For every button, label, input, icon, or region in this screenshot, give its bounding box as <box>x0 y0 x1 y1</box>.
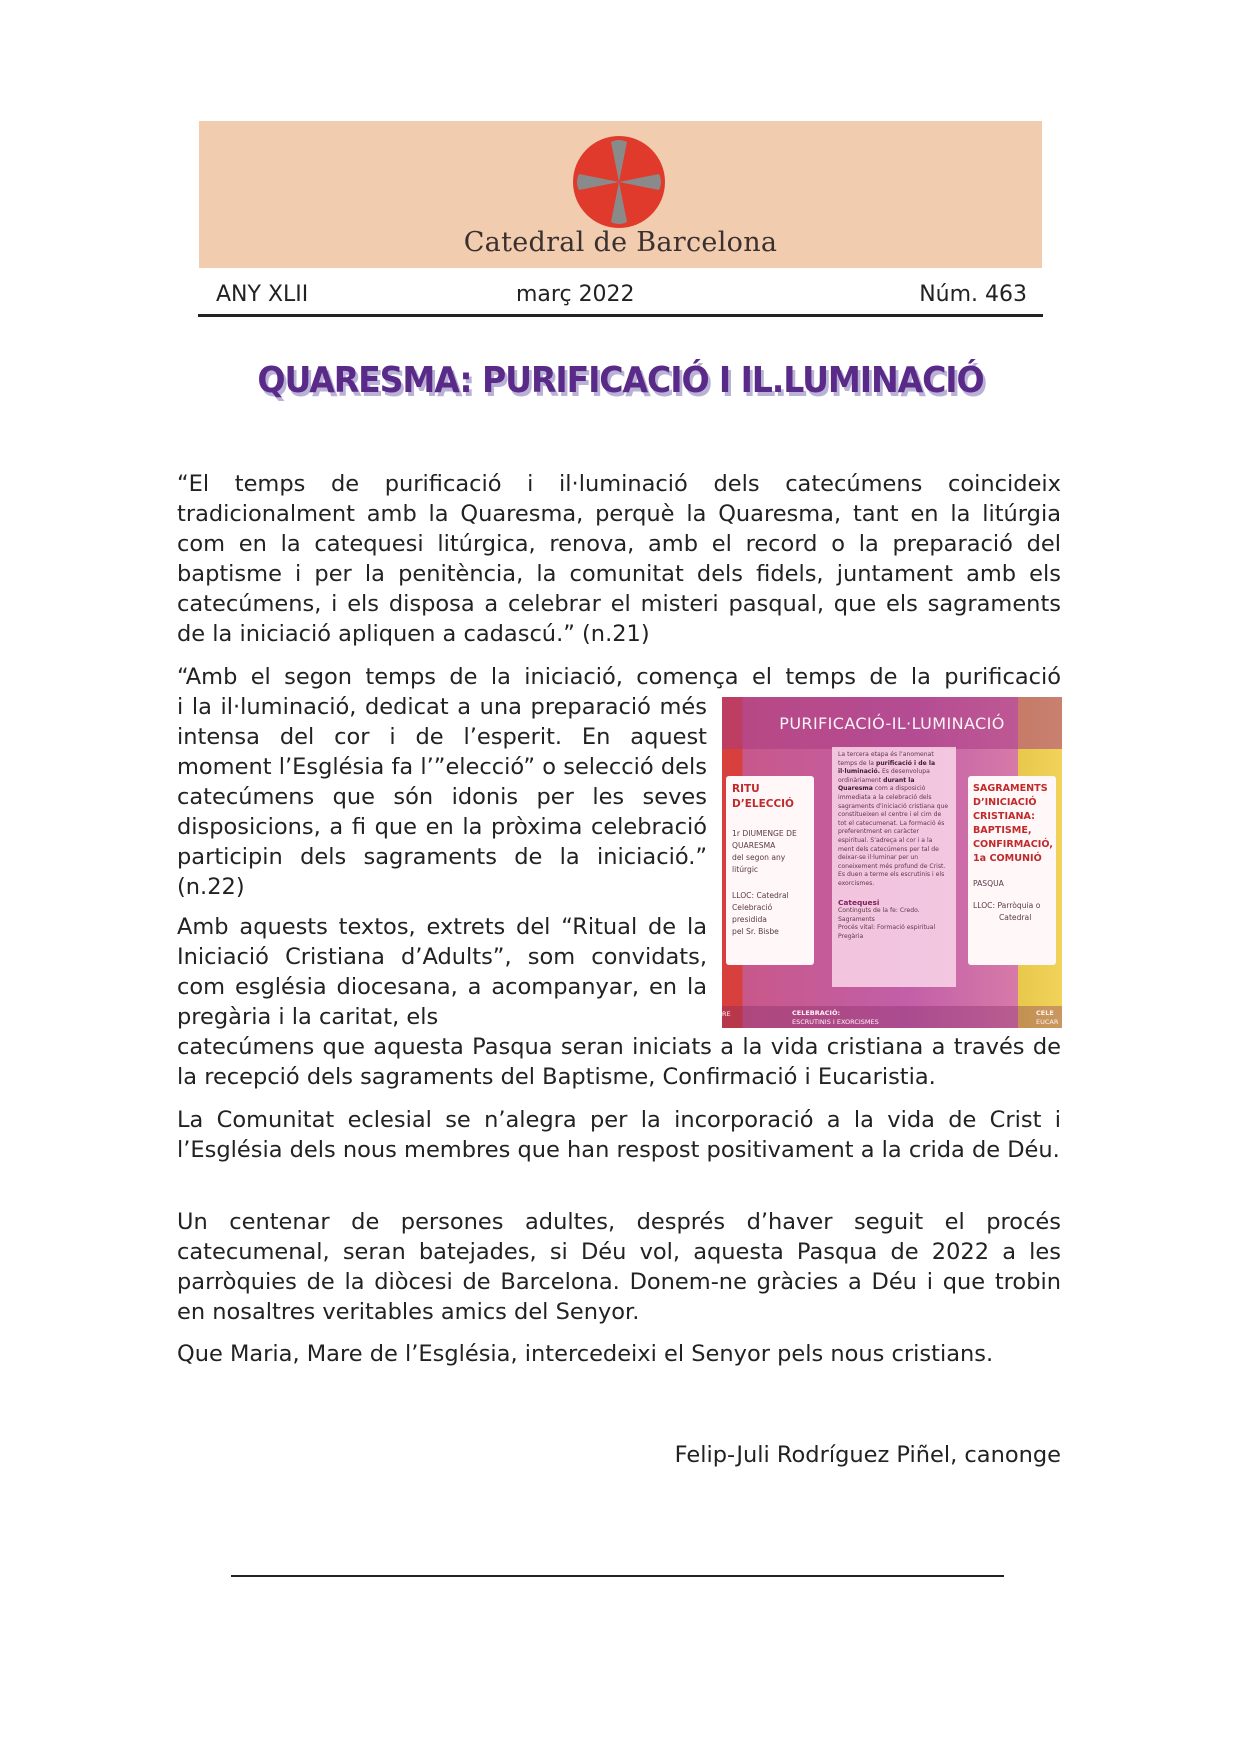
figure-title-bar <box>722 697 1062 749</box>
election-line-4: litúrgic <box>732 865 759 874</box>
election-line-6: Celebració presidida <box>732 903 773 924</box>
stage-text-3: com a disposició immediata a la celebració dels sagraments d’iniciació cristiana que constitueixen el centre i el cim de tot el catecumenat. La formació és preferentment en caràcter espiritual. S’adreça al cor i a la ment dels catecúmens per tal de deixar-se il·luminar per un coneixement més profund de Crist. Es duen a terme els escrutinis i els exorcismes. <box>838 785 949 887</box>
publication-title: Catedral de Barcelona <box>463 227 778 258</box>
sacraments-line-2: LLOC: Parròquia o <box>973 901 1041 910</box>
paragraph-3-wrapped: Amb aquests textos, extrets del “Ritual de la Iniciació Cristiana d’Adults”, som convidats, com església diocesana, a acompanyar, en la pregària i la caritat, els <box>177 914 707 1030</box>
stage-bold-1: purificació i de la il·luminació. <box>838 759 936 776</box>
footer-divider <box>231 1575 1004 1577</box>
stage-text-1: La tercera etapa és l’anomenat temps de la <box>838 751 934 767</box>
issue-year: ANY XLII <box>216 282 309 307</box>
figure-footer-right-2: EUCAR <box>1036 1018 1059 1026</box>
sacraments-heading-5: CONFIRMACIÓ, <box>973 839 1053 850</box>
election-line-3: del segon any <box>732 853 786 862</box>
catechesis-line-1: Continguts de la fe: Credo. <box>838 907 920 915</box>
paragraph-4: La Comunitat eclesial se n’alegra per la incorporació a la vida de Crist i l’Església dels nous membres que han respost positivament a la crida de Déu. <box>177 1107 1061 1163</box>
election-line-2: QUARESMA <box>732 841 776 850</box>
sacraments-heading-6: 1a COMUNIÓ <box>973 853 1042 864</box>
paragraph-2-first-line <box>177 662 1061 692</box>
figure-title: PURIFICACIÓ-IL·LUMINACIÓ <box>779 714 1005 733</box>
catechesis-line-2: Sagraments <box>838 915 875 923</box>
paragraph-1: “El temps de purificació i il·luminació dels catecúmens coincideix tradicionalment amb la Quaresma, perquè la Quaresma, tant en la litúrgia com en la catequesi litúrgica, renova, amb el record o la preparació del baptisme i per la penitència, la comunitat dels fidels, juntament amb els catecúmens, i els disposa a celebrar el misteri pasqual, que els sagraments de la iniciació apliquen a cadascú.” (n.21) <box>177 471 1061 647</box>
purification-illumination-figure <box>722 697 1062 1028</box>
election-heading-2: D’ELECCIÓ <box>732 798 794 810</box>
election-line-7: pel Sr. Bisbe <box>732 927 779 936</box>
sacraments-line-3: Catedral <box>999 913 1032 922</box>
paragraph-3-continued: catecúmens que aquesta Pasqua seran iniciats a la vida cristiana a través de la recepció dels sagraments del Baptisme, Confirmació i Eucaristia. <box>177 1034 1061 1090</box>
paragraph-2-first-line-text: “Amb el segon temps de la iniciació, comença el temps de la purificació <box>177 664 1061 690</box>
paragraph-2-wrapped: i la il·luminació, dedicat a una preparació més intensa del cor i de l’esperit. En aquest moment l’Església fa l’”elecció” o selecció dels catecúmens que són idonis per les seves disposicions, a fi que en la pròxima celebració participin dels sagraments de la iniciació.” (n.22) <box>177 694 707 900</box>
issue-date: març 2022 <box>516 282 635 307</box>
figure-footer-band <box>722 1006 1062 1028</box>
header-banner <box>199 121 1042 268</box>
paragraph-6: Que Maria, Mare de l’Església, intercedeixi el Senyor pels nous cristians. <box>177 1341 994 1367</box>
figure-card-stage-description <box>832 747 956 987</box>
header-divider <box>198 314 1043 317</box>
figure-footer-right-1: CELE <box>1036 1009 1054 1017</box>
issue-info-row <box>199 278 1042 312</box>
stage-text-2: Es desenvolupa ordinàriament <box>838 768 930 784</box>
issue-number: Núm. 463 <box>919 282 1027 307</box>
paragraph-5: Un centenar de persones adultes, després d’haver seguit el procés catecumenal, seran batejades, si Déu vol, aquesta Pasqua de 2022 a les parròquies de la diòcesi de Barcelona. Donem-ne gràcies a Déu i que trobin en nosaltres veritables amics del Senyor. <box>177 1209 1061 1325</box>
election-heading-1: RITU <box>732 783 760 795</box>
sacraments-heading-3: CRISTIANA: <box>973 811 1035 822</box>
figure-footer-mid-1: CELEBRACIÓ: <box>792 1009 841 1017</box>
election-line-1: 1r DIUMENGE DE <box>732 829 797 838</box>
figure-card-sacraments <box>968 776 1056 965</box>
author-signature: Felip-Juli Rodríguez Piñel, canonge <box>674 1442 1061 1468</box>
sacraments-line-1: PASQUA <box>973 879 1004 888</box>
catechesis-line-4: Pregària <box>838 932 864 940</box>
catechesis-heading: Catequesi <box>838 897 880 907</box>
article-headline: QUARESMA: PURIFICACIÓ I IL.LUMINACIÓ <box>257 360 984 401</box>
election-line-5: LLOC: Catedral <box>732 891 789 900</box>
figure-footer-left: RE <box>722 1010 731 1018</box>
catechesis-line-3: Procés vital: Formació espiritual <box>838 924 936 932</box>
stage-bold-2: durant la Quaresma <box>838 776 915 793</box>
cathedral-cross-emblem-icon <box>571 134 667 230</box>
sacraments-heading-2: D’INICIACIÓ <box>973 797 1037 808</box>
figure-card-election <box>726 776 814 965</box>
sacraments-heading-4: BAPTISME, <box>973 825 1032 836</box>
sacraments-heading-1: SAGRAMENTS <box>973 783 1048 794</box>
figure-footer-mid-2: ESCRUTINIS I EXORCISMES <box>792 1018 879 1026</box>
